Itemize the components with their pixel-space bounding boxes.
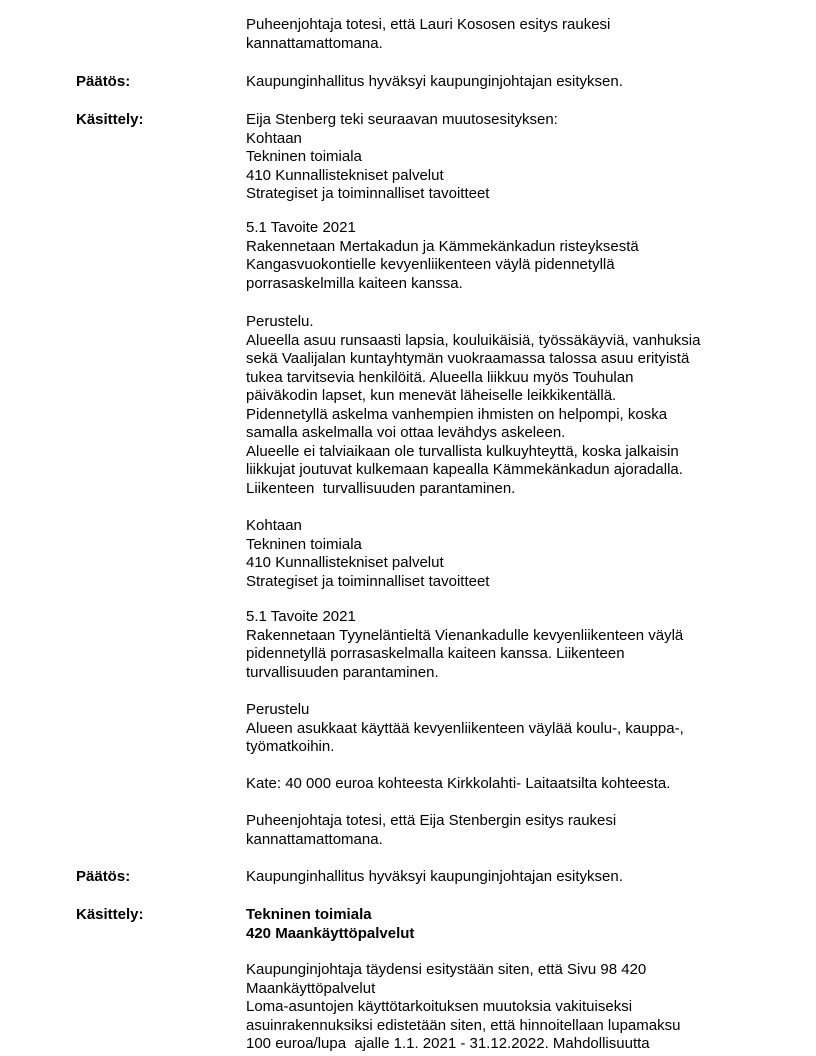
text-line: Kohtaan [246,129,302,147]
text-line: liikkujat joutuvat kulkemaan kapealla Kämmekänkadun ajoradalla. [246,461,683,478]
block-content [246,219,786,293]
text-line: 5.1 Tavoite 2021 [246,219,356,236]
section-label: Päätös: [76,73,131,90]
paragraph [246,73,786,92]
text-line: työmatkoihin. [246,738,335,755]
block-content [246,111,786,204]
paragraph [246,812,786,849]
text-line: Kaupunginhallitus hyväksyi kaupunginjohtajan esityksen. [246,73,623,90]
text-line: asuinrakennuksiksi edistetään siten, että hinnoitellaan lupamaksu [246,1016,681,1034]
paragraph [246,961,786,1054]
block-content [246,608,786,682]
text-line: Tekninen toimiala [246,148,362,165]
text-line: sekä Vaalijalan kuntayhtymän vuokraamassa talossa asuu erityistä [246,350,690,367]
text-line: kannattamattomana. [246,830,383,848]
text-line: Perustelu. [246,313,314,330]
text-line: Rakennetaan Mertakadun ja Kämmekänkadun risteyksestä [246,237,639,255]
paragraph [246,517,786,591]
section-label: Käsittely: [76,906,144,923]
paragraph [246,608,786,682]
paragraph [246,16,786,53]
text-line: Eija Stenberg teki seuraavan muutosesityksen: [246,111,558,128]
section-label: Päätös: [76,868,131,885]
paragraph [246,775,786,794]
block-content [246,16,786,53]
text-line: kannattamattomana. [246,34,383,52]
heading-line: Tekninen toimiala [246,906,372,923]
text-line: 100 euroa/lupa ajalle 1.1. 2021 - 31.12.2022. Mahdollisuutta [246,1035,650,1052]
block-content [246,313,786,498]
block-content [246,701,786,757]
text-line: samalla askelmalla voi ottaa levähdys askeleen. [246,424,566,441]
block-content [246,812,786,849]
paragraph [246,219,786,293]
text-line: Alueen asukkaat käyttää kevyenliikenteen väylää koulu-, kauppa-, [246,719,684,737]
text-line: Kohtaan [246,517,302,534]
text-line: Loma-asuntojen käyttötarkoituksen muutoksia vakituiseksi [246,998,633,1015]
paragraph [246,868,786,887]
text-line: Puheenjohtaja totesi, että Lauri Kososen esitys raukesi [246,16,611,33]
paragraph [246,701,786,757]
text-line: Strategiset ja toiminnalliset tavoitteet [246,185,490,202]
text-line: pidennetyllä porrasaskelmalla kaiteen kanssa. Liikenteen [246,645,625,662]
block-content [246,775,786,794]
text-line: turvallisuuden parantaminen. [246,663,439,681]
text-line: 5.1 Tavoite 2021 [246,608,356,625]
text-line: Alueelle ei talviaikaan ole turvallista kulkuyhteyttä, koska jalkaisin [246,442,679,460]
text-line: tukea tarvitsevia henkilöitä. Alueella liikkuu myös Touhulan [246,368,634,386]
text-line: Tekninen toimiala [246,535,362,553]
text-line: porrasaskelmilla kaiteen kanssa. [246,274,463,292]
text-line: Kaupunginjohtaja täydensi esitystään siten, että Sivu 98 420 [246,961,647,978]
block-content [246,868,786,887]
text-line: Pidennetyllä askelma vanhempien ihmisten on helpompi, koska [246,405,668,423]
text-line: Kaupunginhallitus hyväksyi kaupunginjohtajan esityksen. [246,868,623,885]
text-line: Maankäyttöpalvelut [246,979,376,997]
text-line: 410 Kunnallistekniset palvelut [246,166,444,184]
text-line: päiväkodin lapset, kun menevät läheiselle leikkikentällä. [246,387,617,404]
text-line: Liikenteen turvallisuuden parantaminen. [246,479,516,497]
paragraph-heading [246,906,786,943]
paragraph [246,313,786,498]
text-line: Perustelu [246,701,310,718]
block-content [246,961,786,1054]
paragraph [246,111,786,204]
block-content [246,517,786,591]
heading-line: 420 Maankäyttöpalvelut [246,924,415,942]
text-line: Strategiset ja toiminnalliset tavoitteet [246,572,490,590]
block-content [246,906,786,943]
block-content [246,73,786,92]
text-line: Alueella asuu runsaasti lapsia, kouluikäisiä, työssäkäyviä, vanhuksia [246,331,701,349]
text-line: Rakennetaan Tyyneläntieltä Vienankadulle kevyenliikenteen väylä [246,626,684,644]
text-line: Puheenjohtaja totesi, että Eija Stenbergin esitys raukesi [246,812,617,829]
text-line: 410 Kunnallistekniset palvelut [246,554,444,571]
text-line: Kangasvuokontielle kevyenliikenteen väylä pidennetyllä [246,256,615,273]
text-line: Kate: 40 000 euroa kohteesta Kirkkolahti- Laitaatsilta kohteesta. [246,775,671,792]
section-label: Käsittely: [76,111,144,128]
